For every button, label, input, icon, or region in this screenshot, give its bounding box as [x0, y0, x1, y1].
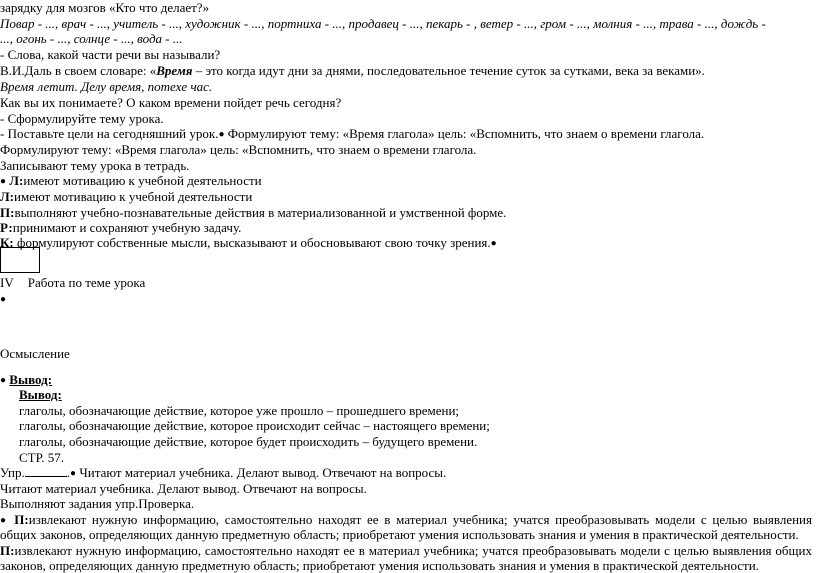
section-number: IV [0, 275, 14, 290]
conclusion-heading: Вывод: [9, 372, 53, 387]
text-run: выполняют учебно-познавательные действия в материализованной и умственной форме. [14, 205, 507, 220]
text-line: глаголы, обозначающие действие, которое уже прошло – прошедшего времени; [19, 403, 460, 418]
text-run: . [66, 465, 71, 480]
section-heading [0, 275, 145, 290]
bullet-icon: ● [218, 129, 225, 140]
bullet-icon: ● [490, 238, 497, 249]
text-run: имеют мотивацию к учебной деятельности [14, 189, 253, 204]
blank-fill-line [25, 465, 67, 477]
section-title: Работа по теме урока [27, 275, 146, 290]
text-line [0, 189, 252, 204]
text-line: СТР. 57. [19, 450, 64, 465]
text-run: принимают и сохраняют учебную задачу. [12, 220, 242, 235]
text-line: - Сформулируйте тему урока. [0, 111, 164, 126]
text-line: Формулируют тему: «Время глагола» цель: «Вспомнить, что знаем о времени глагола. [0, 142, 477, 157]
label-letter: К: [0, 235, 14, 250]
text-line: Выполняют задания упр.Проверка. [0, 496, 195, 511]
text-line: Записывают тему урока в тетрадь. [0, 158, 190, 173]
label-letter: Л: [0, 189, 15, 204]
text-run: – это когда идут дни за днями, последовательное течение суток за сутками, века за веками». [192, 63, 705, 78]
text-run: Читают материал учебника. Делают вывод. Отвечают на вопросы. [76, 465, 447, 480]
empty-cell-box [0, 247, 40, 273]
text-line: Время летит. Делу время, потехе час. [0, 79, 213, 94]
bullet-icon: ● [70, 468, 77, 479]
text-run: - Поставьте цели на сегодняшний урок. [0, 126, 219, 141]
text-run: Упр. [0, 465, 25, 480]
text-line [0, 63, 705, 78]
label-letter: П: [0, 205, 15, 220]
text-line [0, 220, 241, 235]
text-line [0, 543, 812, 558]
text-line: глаголы, обозначающие действие, которое происходит сейчас – настоящего времени; [19, 418, 490, 433]
text-line: ..., огонь - ..., солнце - ..., вода - ... [0, 31, 183, 46]
label-letter: Р: [0, 220, 13, 235]
text-run: извлекают нужную информацию, самостоятельно находят ее в материал учебника; учатся преобразовывать модели с целью выявления [28, 512, 812, 527]
label-letter: П: [8, 512, 29, 527]
text-line [19, 387, 62, 402]
text-line [0, 126, 704, 143]
text-line: общих законов, определяющих данную предметную область; приобретают умения использовать знания и умения в практической деятельности. [0, 527, 799, 542]
text-run: извлекают нужную информацию, самостоятельно находят ее в материал учебника; учатся преобразовывать модели с целью выявления общих [14, 543, 812, 558]
text-line: Как вы их понимаете? О каком времени пойдет речь сегодня? [0, 95, 342, 110]
text-line: зарядку для мозгов «Кто что делает?» [0, 0, 210, 15]
text-line [0, 291, 6, 308]
text-line [0, 235, 497, 252]
text-line: Осмысление [0, 346, 70, 361]
text-run: имеют мотивацию к учебной деятельности [23, 173, 262, 188]
bullet-icon: ● [0, 375, 7, 386]
bullet-icon: ● [0, 294, 7, 305]
text-line: - Слова, какой части речи вы называли? [0, 47, 221, 62]
label-letter: Л: [6, 173, 24, 188]
label-letter: П: [0, 543, 15, 558]
text-line: законов, определяющих данную предметную область; приобретают умения использовать знания и умения в практической деятельности. [0, 558, 759, 573]
text-line [0, 465, 446, 482]
text-run: формулируют собственные мысли, высказывают и обосновывают свою точку зрения. [13, 235, 491, 250]
text-line [0, 173, 262, 190]
text-line: Читают материал учебника. Делают вывод. Отвечают на вопросы. [0, 481, 367, 496]
text-line: глаголы, обозначающие действие, которое будет происходить – будущего времени. [19, 434, 478, 449]
text-run: В.И.Даль в своем словаре: « [0, 63, 157, 78]
conclusion-heading: Вывод: [19, 387, 62, 402]
text-line: Повар - ..., врач - ..., учитель - ..., художник - ..., портниха - ..., продавец - ..., пекарь - , ветер - ..., гром - ..., молния - ..., трава - ..., дождь - [0, 16, 766, 31]
text-line [0, 205, 506, 220]
text-run: Формулируют тему: «Время глагола» цель: «Вспомнить, что знаем о времени глагола. [224, 126, 705, 141]
emphasis-word: Время [156, 63, 193, 78]
bullet-icon: ● [0, 176, 7, 187]
bullet-icon: ● [0, 515, 9, 526]
